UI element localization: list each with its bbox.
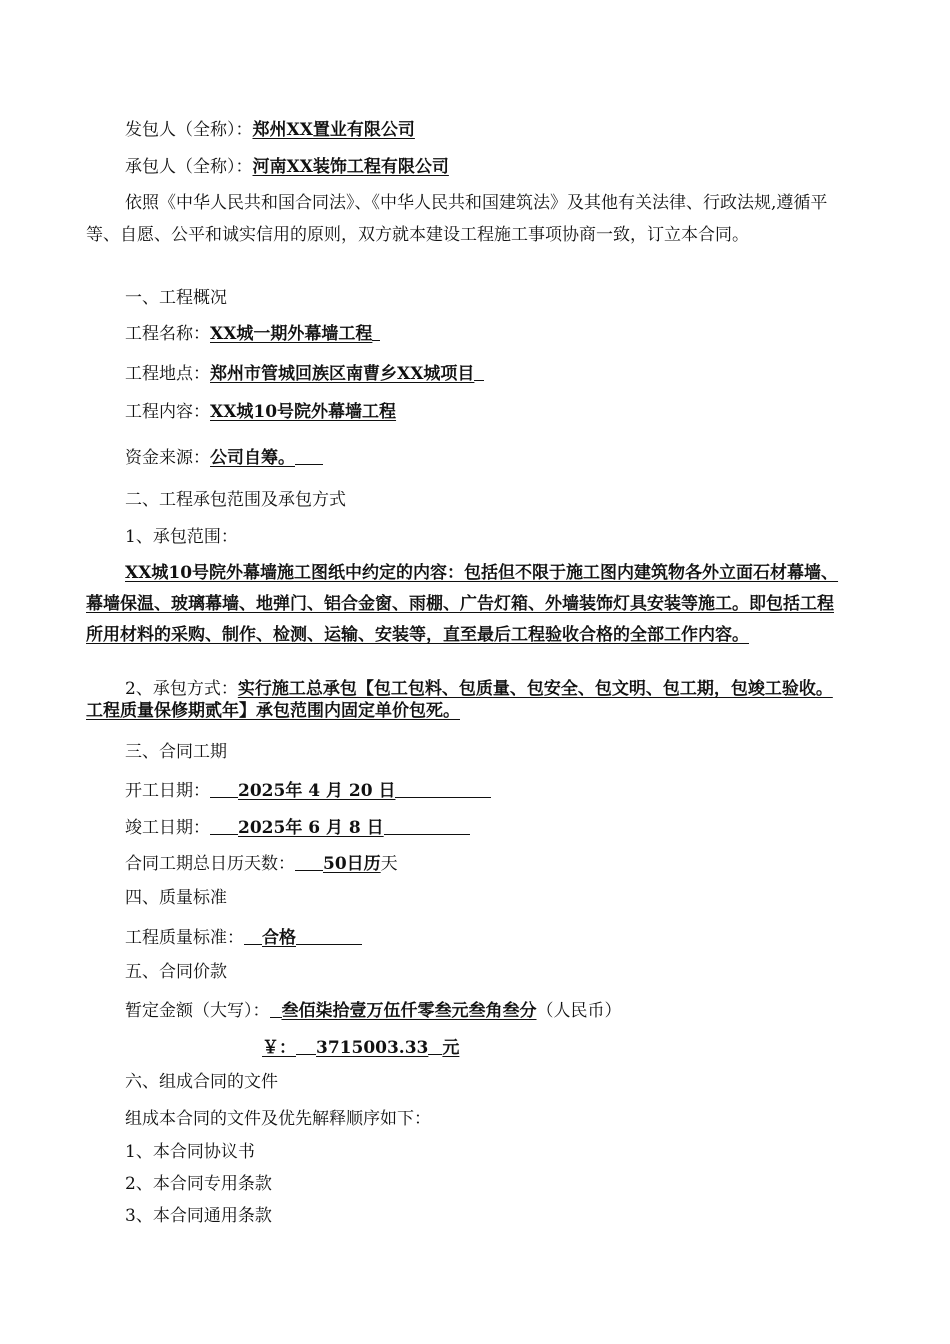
employer-line	[125, 120, 415, 140]
total-days-suffix: 天	[380, 854, 398, 874]
section4-heading: 四、质量标准	[125, 888, 227, 908]
blank-underline	[395, 779, 491, 798]
blank-underline	[372, 322, 380, 341]
end-date-label: 竣工日期：	[125, 818, 210, 838]
amount-numeric-value: 3715003.33	[316, 1038, 429, 1058]
end-date-value: 2025年 6 月 8 日	[238, 818, 384, 838]
document-item: 2、本合同专用条款	[125, 1174, 272, 1194]
section3-heading: 三、合同工期	[125, 742, 227, 762]
quality-line	[125, 926, 362, 948]
blank-underline	[210, 779, 238, 798]
total-days-line	[125, 852, 398, 874]
total-days-value: 50日历	[323, 854, 381, 874]
section6-heading: 六、组成合同的文件	[125, 1072, 278, 1092]
employer-value: 郑州XX置业有限公司	[252, 120, 415, 140]
project-location-line	[125, 362, 484, 384]
method-paragraph	[86, 678, 842, 722]
project-name-label: 工程名称：	[125, 324, 210, 344]
blank-underline	[384, 816, 470, 835]
start-date-label: 开工日期：	[125, 781, 210, 801]
project-content-label: 工程内容：	[125, 402, 210, 422]
document-item: 3、本合同通用条款	[125, 1206, 272, 1226]
section5-heading: 五、合同价款	[125, 962, 227, 982]
funding-value: 公司自筹。	[210, 448, 295, 468]
project-content-line	[125, 402, 396, 422]
blank-underline	[428, 1036, 442, 1055]
contractor-label: 承包人（全称）：	[125, 157, 253, 177]
end-date-line	[125, 816, 470, 838]
contractor-line	[125, 157, 449, 177]
project-location-label: 工程地点：	[125, 364, 210, 384]
start-date-line	[125, 779, 491, 801]
document-item: 1、本合同协议书	[125, 1142, 255, 1162]
amount-words-label: 暂定金额（大写）：	[125, 1001, 270, 1021]
blank-underline	[210, 816, 238, 835]
total-days-label: 合同工期总日历天数：	[125, 854, 295, 874]
quality-label: 工程质量标准：	[125, 928, 244, 948]
blank-underline	[244, 926, 262, 945]
method-text: 实行施工总承包【包工包料、包质量、包安全、包文明、包工期，包竣工验收。工程质量保修期贰年】承包范围内固定单价包死。	[86, 679, 833, 721]
funding-line	[125, 446, 323, 468]
blank-underline	[270, 999, 282, 1018]
documents-intro: 组成本合同的文件及优先解释顺序如下：	[125, 1109, 431, 1129]
project-location-value: 郑州市管城回族区南曹乡XX城项目	[210, 364, 475, 384]
blank-underline	[295, 852, 323, 871]
amount-unit: 元	[442, 1038, 460, 1058]
amount-numeric-line	[262, 1036, 459, 1058]
amount-currency: ￥：	[262, 1038, 296, 1058]
blank-underline	[296, 926, 362, 945]
quality-value: 合格	[262, 928, 296, 948]
blank-underline	[296, 1036, 316, 1055]
blank-underline	[295, 446, 323, 465]
intro-paragraph: 依照《中华人民共和国合同法》、《中华人民共和国建筑法》及其他有关法律、行政法规,遵循平等、自愿、公平和诚实信用的原则，双方就本建设工程施工事项协商一致，订立本合同。	[86, 193, 828, 245]
contractor-value: 河南XX装饰工程有限公司	[252, 157, 449, 177]
amount-words-line	[125, 999, 622, 1021]
blank-underline	[474, 362, 484, 381]
start-date-value: 2025年 4 月 20 日	[238, 781, 396, 801]
amount-words-value: 叁佰柒拾壹万伍仟零叁元叁角叁分	[281, 1001, 537, 1021]
funding-label: 资金来源：	[125, 448, 210, 468]
project-name-line	[125, 322, 380, 344]
project-content-value: XX城10号院外幕墙工程	[210, 402, 397, 422]
method-label: 2、承包方式：	[125, 679, 238, 699]
section1-heading: 一、工程概况	[125, 288, 227, 308]
scope-paragraph: XX城10号院外幕墙施工图纸中约定的内容：包括但不限于施工图内建筑物各外立面石材幕墙、幕墙保温、玻璃幕墙、地弹门、铝合金窗、雨棚、广告灯箱、外墙装饰灯具安装等施工。即包括工程所用材料的采购、制作、检测、运输、安装等，直至最后工程验收合格的全部工作内容。	[86, 563, 839, 645]
employer-label: 发包人（全称）：	[125, 120, 253, 140]
amount-words-suffix: （人民币）	[536, 1001, 622, 1021]
project-name-value: XX城一期外幕墙工程	[210, 324, 373, 344]
section2-heading: 二、工程承包范围及承包方式	[125, 490, 346, 510]
scope-label: 1、承包范围：	[125, 527, 238, 547]
